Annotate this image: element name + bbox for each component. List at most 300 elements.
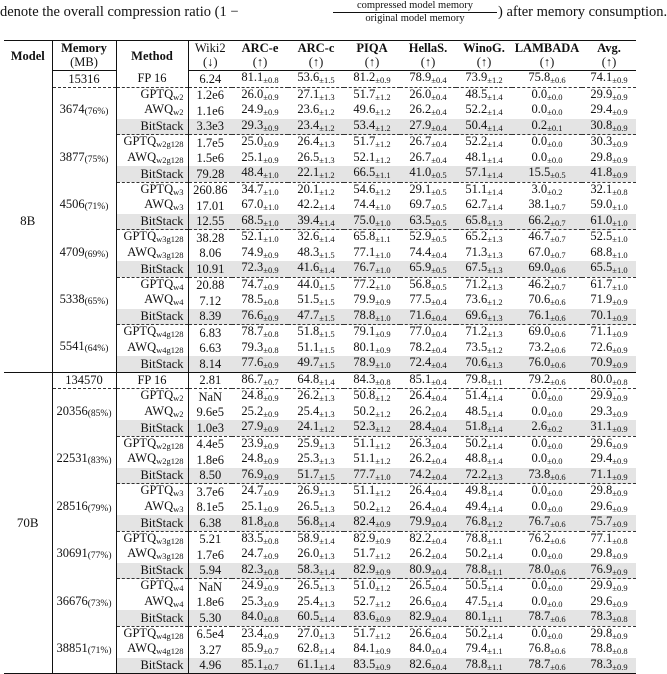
winog-cell-value: 52.2 [465,134,488,148]
winog-cell-stderr: ±1.3 [487,281,503,292]
lambada-cell-value: 0.2 [531,117,548,132]
piqa-cell-stderr: ±1.2 [375,440,391,451]
piqa-cell-value: 52.7 [353,593,376,608]
arce-cell-value: 85.1 [241,656,264,671]
piqa-cell-stderr: ±1.2 [375,583,391,593]
avg-cell-stderr: ±0.9 [612,139,628,149]
lambada-cell-stderr: ±0.0 [547,440,563,451]
avg-cell-stderr: ±0.9 [612,488,628,498]
method-config: w4 [173,281,184,292]
piqa-cell-value: 50.2 [353,498,376,513]
avg-cell-stderr: ±0.9 [612,75,628,85]
piqa-cell [344,405,400,421]
piqa-cell [344,610,400,626]
hellas-cell-stderr: ±0.4 [431,376,447,387]
winog-cell-value: 67.5 [465,260,488,274]
arcc-cell [288,595,344,611]
arce-cell-value: 74.7 [241,276,264,291]
avg-cell-value: 29.6 [590,498,613,513]
winog-cell [456,230,512,246]
lambada-cell [512,372,582,389]
arcc-cell-stderr: ±1.4 [319,566,335,577]
method-config: w4 [173,583,184,593]
hellas-cell [400,389,456,405]
hellas-cell [400,71,456,88]
winog-cell [456,531,512,547]
hellas-cell-stderr: ±0.4 [431,614,447,624]
hellas-cell-stderr: ±0.4 [431,440,447,451]
piqa-cell-value: 50.2 [353,403,376,418]
arcc-cell-stderr: ±1.3 [319,503,335,514]
lambada-cell-value: 78.0 [528,561,551,576]
hellas-cell-stderr: ±0.4 [431,312,447,323]
method-name: BitStack [140,261,184,276]
method-config: w2 [173,408,184,419]
lambada-cell-stderr: ±0.7 [550,202,566,212]
method-name: GPTQ [123,134,157,148]
method-cell [116,515,188,531]
hellas-cell [400,372,456,389]
table-row [4,484,636,500]
hellas-cell [400,626,456,642]
arce-cell-value: 76.9 [241,466,264,481]
arcc-cell [288,119,344,135]
hellas-cell-value: 26.4 [409,388,432,402]
wiki2-cell: 1.8e6 [196,595,224,609]
avg-cell-value: 74.1 [590,70,613,84]
memory-cell: 134570 [52,372,116,389]
winog-cell-value: 72.2 [465,466,488,481]
piqa-cell-stderr: ±1.0 [375,312,391,323]
avg-cell-value: 30.3 [590,134,613,148]
hellas-cell-stderr: ±0.4 [431,408,447,419]
winog-cell-value: 78.8 [465,656,488,671]
winog-cell [456,563,512,579]
piqa-cell-value: 51.7 [353,546,376,560]
arce-cell-value: 24.9 [241,578,264,592]
method-cell [116,309,188,325]
arce-cell [232,309,288,325]
lambada-cell [512,658,582,674]
arcc-cell-value: 27.0 [297,625,320,640]
winog-cell-value: 79.4 [465,641,488,655]
memory-value: 3674 [59,102,85,117]
lambada-cell-stderr: ±0.7 [550,249,566,260]
winog-cell [456,626,512,642]
wiki2-cell: 5.94 [188,563,232,579]
method-name: AWQ [127,339,157,354]
winog-cell-stderr: ±1.2 [487,344,503,355]
avg-cell [582,325,636,341]
method-cell [116,595,188,611]
winog-cell-stderr: ±1.3 [487,249,503,260]
arce-cell-value: 24.7 [241,546,264,560]
avg-cell-stderr: ±0.8 [612,535,628,546]
winog-cell [456,182,512,198]
arcc-cell-value: 20.1 [297,181,320,196]
header-method: Method [116,41,188,71]
winog-cell [456,166,512,182]
winog-cell-stderr: ±1.4 [487,456,503,466]
hellas-cell [400,103,456,119]
method-config: w3g128 [156,234,184,244]
method-cell [116,103,188,119]
arcc-cell-value: 22.1 [297,165,320,179]
arce-cell-value: 85.9 [241,641,264,655]
arcc-cell-stderr: ±1.4 [319,265,335,275]
piqa-cell [344,103,400,119]
piqa-cell-stderr: ±0.9 [375,614,391,624]
wiki2-cell: 2.81 [188,372,232,389]
arce-cell-stderr: ±0.8 [263,297,279,307]
table-body [4,71,636,674]
method-name: AWQ [127,546,157,560]
arce-cell-value: 23.9 [241,435,264,450]
hellas-cell-value: 77.5 [409,292,432,306]
method-cell [116,405,188,421]
arce-cell-value: 72.3 [241,260,264,274]
winog-cell [456,436,512,452]
winog-cell-stderr: ±1.4 [487,107,503,117]
arce-cell-value: 29.3 [241,117,264,132]
table-row [4,389,636,405]
method-config: w3g128 [156,535,184,546]
hellas-cell [400,468,456,484]
caption-prefix: denote the overall compression ratio (1 − [0,4,239,20]
lambada-cell-value: 2.6 [531,419,548,433]
method-name: BitStack [140,214,184,228]
method-config: w3 [173,488,184,498]
arce-cell [232,214,288,230]
avg-cell-value: 61.0 [590,212,613,227]
lambada-cell [512,484,582,500]
arce-cell-stderr: ±1.0 [263,186,279,197]
method-cell [116,119,188,135]
arcc-cell-stderr: ±1.3 [319,139,335,149]
caption-fraction-denominator: original model memory [365,13,465,24]
avg-cell-value: 71.9 [590,292,613,306]
arce-cell [232,198,288,214]
method-name: AWQ [127,451,157,465]
wiki2-cell: 1.7e5 [196,135,224,150]
arcc-cell [288,372,344,389]
winog-cell-value: 71.3 [465,244,488,259]
method-cell [116,658,188,674]
memory-value: 5338 [59,292,85,306]
wiki2-cell: 1.2e6 [196,88,224,102]
hellas-cell-stderr: ±0.4 [431,297,447,307]
lambada-cell-value: 0.0 [531,435,548,450]
arce-cell-stderr: ±0.8 [263,614,279,624]
hellas-cell-value: 82.9 [409,609,432,623]
avg-cell-value: 65.5 [590,260,613,274]
winog-cell-stderr: ±1.3 [487,360,503,370]
memory-cell [52,436,116,484]
lambada-cell [512,277,582,293]
arcc-cell-stderr: ±1.3 [319,583,335,593]
piqa-cell [344,230,400,246]
arce-cell-stderr: ±1.0 [263,234,279,244]
arcc-cell-stderr: ±1.4 [319,217,335,228]
arce-cell-value: 81.8 [241,514,264,528]
arce-cell-stderr: ±0.9 [263,583,279,593]
avg-cell-value: 29.8 [590,546,613,560]
piqa-cell [344,626,400,642]
piqa-cell-value: 78.8 [353,307,376,322]
winog-cell-stderr: ±1.1 [487,535,503,546]
method-name: GPTQ [140,388,174,402]
table-row [4,135,636,151]
winog-cell [456,579,512,595]
arce-cell-stderr: ±0.9 [263,503,279,514]
avg-cell-stderr: ±0.9 [612,551,628,561]
arcc-cell [288,135,344,151]
arce-cell-stderr: ±0.9 [263,312,279,323]
winog-cell [456,452,512,468]
wiki2-cell: 7.12 [199,293,222,308]
arce-cell-stderr: ±0.9 [263,393,279,403]
method-cell [116,531,188,547]
arce-cell [232,626,288,642]
winog-cell-stderr: ±1.3 [487,234,503,244]
avg-cell-value: 68.8 [590,244,613,259]
lambada-cell-value: 0.0 [531,546,548,560]
method-cell [116,420,188,436]
hellas-cell-value: 82.6 [409,656,432,671]
avg-cell [582,610,636,626]
avg-cell [582,658,636,674]
winog-cell-value: 80.1 [465,609,488,623]
avg-cell [582,372,636,389]
arcc-cell-value: 24.1 [297,419,320,433]
method-name: GPTQ [123,435,157,450]
method-config: w4g128 [156,630,184,641]
method-cell [116,166,188,182]
hellas-cell-value: 84.0 [409,641,432,655]
arcc-cell-stderr: ±1.4 [319,234,335,244]
lambada-cell [512,500,582,516]
arcc-cell-value: 51.8 [297,324,320,338]
method-cell [116,230,188,246]
arcc-cell-value: 56.8 [297,514,320,528]
arce-cell [232,135,288,151]
piqa-cell [344,436,400,452]
arce-cell [232,563,288,579]
avg-cell-stderr: ±1.0 [612,281,628,292]
lambada-cell-stderr: ±0.6 [550,297,566,307]
hellas-cell-stderr: ±0.5 [431,186,447,197]
lambada-cell-stderr: ±0.6 [550,376,566,387]
lambada-cell [512,87,582,103]
arcc-cell-value: 53.6 [297,70,320,84]
lambada-cell-value: 79.2 [528,371,551,386]
lambada-cell [512,468,582,484]
hellas-cell-stderr: ±0.4 [431,424,447,434]
avg-cell-stderr: ±1.0 [612,202,628,212]
compression-ratio: (71%) [87,645,112,656]
arcc-cell-stderr: ±1.2 [319,122,335,133]
avg-cell [582,182,636,198]
lambada-cell-stderr: ±0.0 [547,551,563,561]
arce-cell-stderr: ±0.8 [263,344,279,355]
piqa-cell-stderr: ±0.9 [375,535,391,546]
winog-cell [456,642,512,658]
hellas-cell-stderr: ±0.4 [431,344,447,355]
arce-cell-stderr: ±0.9 [263,281,279,292]
hellas-cell-stderr: ±0.5 [431,234,447,244]
hellas-cell [400,261,456,277]
arcc-cell-stderr: ±1.5 [319,329,335,339]
lambada-cell-value: 46.2 [528,276,551,291]
arcc-cell [288,325,344,341]
lambada-cell-value: 69.0 [528,324,551,338]
arce-cell-value: 24.7 [241,483,264,497]
hellas-cell-stderr: ±0.4 [431,249,447,260]
winog-cell-stderr: ±1.3 [487,312,503,323]
arcc-cell [288,468,344,484]
lambada-cell-value: 0.0 [531,593,548,608]
arce-cell-stderr: ±0.9 [263,551,279,561]
winog-cell-value: 50.2 [465,546,488,560]
avg-cell-value: 30.8 [590,117,613,132]
compression-ratio: (73%) [87,598,112,609]
avg-cell-value: 52.5 [590,229,613,243]
wiki2-cell: 79.28 [188,166,232,182]
winog-cell-value: 73.6 [465,292,488,306]
compression-ratio: (83%) [87,456,112,466]
piqa-cell-stderr: ±1.2 [375,488,391,498]
avg-cell-stderr: ±0.9 [612,440,628,451]
method-cell [116,356,188,372]
winog-cell [456,103,512,119]
lambada-cell-value: 78.7 [528,609,551,623]
piqa-cell-value: 81.2 [353,70,376,84]
wiki2-cell: 12.55 [188,214,232,230]
hellas-cell-value: 26.7 [409,149,432,164]
lambada-cell [512,261,582,277]
avg-cell-value: 29.4 [590,451,613,465]
avg-cell [582,563,636,579]
arce-cell-value: 83.5 [241,530,264,545]
memory-cell [52,182,116,230]
winog-cell-stderr: ±1.4 [487,583,503,593]
hellas-cell-stderr: ±0.4 [431,360,447,370]
hellas-cell-stderr: ±0.5 [431,202,447,212]
arcc-cell-stderr: ±1.3 [319,393,335,403]
avg-cell [582,261,636,277]
table-row [4,436,636,452]
hellas-cell-value: 26.2 [409,102,432,116]
wiki2-cell: 3.3e3 [188,119,232,135]
avg-cell-value: 77.1 [590,530,613,545]
piqa-cell-value: 77.1 [353,244,376,259]
avg-cell-value: 78.3 [590,609,613,623]
method-config: w4g128 [156,329,184,339]
piqa-cell-value: 84.1 [353,641,376,655]
winog-cell-stderr: ±1.4 [487,202,503,212]
avg-cell [582,166,636,182]
hellas-cell-stderr: ±0.4 [431,535,447,546]
hellas-cell-value: 27.9 [409,117,432,132]
avg-cell-stderr: ±0.9 [612,583,628,593]
piqa-cell-stderr: ±1.2 [375,424,391,434]
memory-value: 4506 [59,197,85,211]
piqa-cell-stderr: ±1.0 [375,265,391,275]
arcc-cell [288,277,344,293]
method-cell [116,579,188,595]
lambada-cell-value: 0.0 [531,403,548,418]
avg-cell-value: 29.4 [590,102,613,116]
arce-cell [232,341,288,357]
piqa-cell-value: 83.5 [353,656,376,671]
arce-cell-value: 86.7 [241,371,264,386]
hellas-cell-value: 26.6 [409,625,432,640]
lambada-cell-value: 70.6 [528,292,551,306]
lambada-cell-value: 76.0 [528,355,551,369]
wiki2-cell: 4.96 [188,658,232,674]
method-name: BitStack [140,309,184,323]
lambada-cell [512,135,582,151]
piqa-cell-stderr: ±1.0 [375,471,391,482]
lambada-cell-stderr: ±0.1 [547,122,563,133]
hellas-cell [400,452,456,468]
lambada-cell-stderr: ±0.0 [547,503,563,514]
header-arce: ARC-e [232,41,288,56]
winog-cell-stderr: ±1.3 [487,217,503,228]
wiki2-cell: 9.6e5 [196,405,224,419]
method-name: BitStack [140,610,184,625]
arcc-cell-value: 41.6 [297,260,320,274]
winog-cell-value: 50.5 [465,578,488,592]
arcc-cell [288,230,344,246]
arce-cell-stderr: ±0.9 [263,91,279,102]
table-row [4,325,636,341]
method-cell [116,642,188,658]
lambada-cell-value: 0.0 [531,483,548,497]
piqa-cell-value: 77.2 [353,276,376,291]
hellas-cell [400,309,456,325]
hellas-cell [400,87,456,103]
lambada-cell [512,420,582,436]
arce-cell-stderr: ±0.7 [263,376,279,387]
compression-ratio: (85%) [87,408,112,419]
hellas-cell [400,563,456,579]
method-config: w2 [173,393,184,403]
memory-cell [52,135,116,183]
arce-cell [232,325,288,341]
arce-cell [232,658,288,674]
compression-ratio: (64%) [84,344,109,355]
winog-cell [456,595,512,611]
piqa-cell [344,642,400,658]
piqa-cell-stderr: ±0.9 [375,75,391,85]
piqa-cell-stderr: ±1.2 [375,154,391,165]
piqa-cell-value: 74.4 [353,197,376,211]
hellas-cell [400,547,456,563]
method-cell: FP 16 [116,372,188,389]
winog-cell-stderr: ±1.4 [487,170,503,180]
avg-cell-stderr: ±0.9 [612,297,628,307]
winog-cell-stderr: ±1.4 [487,91,503,102]
header-arcc-direction: (↑) [288,55,344,71]
lambada-cell-value: 38.1 [528,197,551,211]
lambada-cell-stderr: ±0.0 [547,91,563,102]
arcc-cell-stderr: ±1.2 [319,424,335,434]
winog-cell [456,261,512,277]
method-name: GPTQ [140,86,174,101]
lambada-cell-stderr: ±0.7 [550,234,566,244]
arce-cell [232,87,288,103]
